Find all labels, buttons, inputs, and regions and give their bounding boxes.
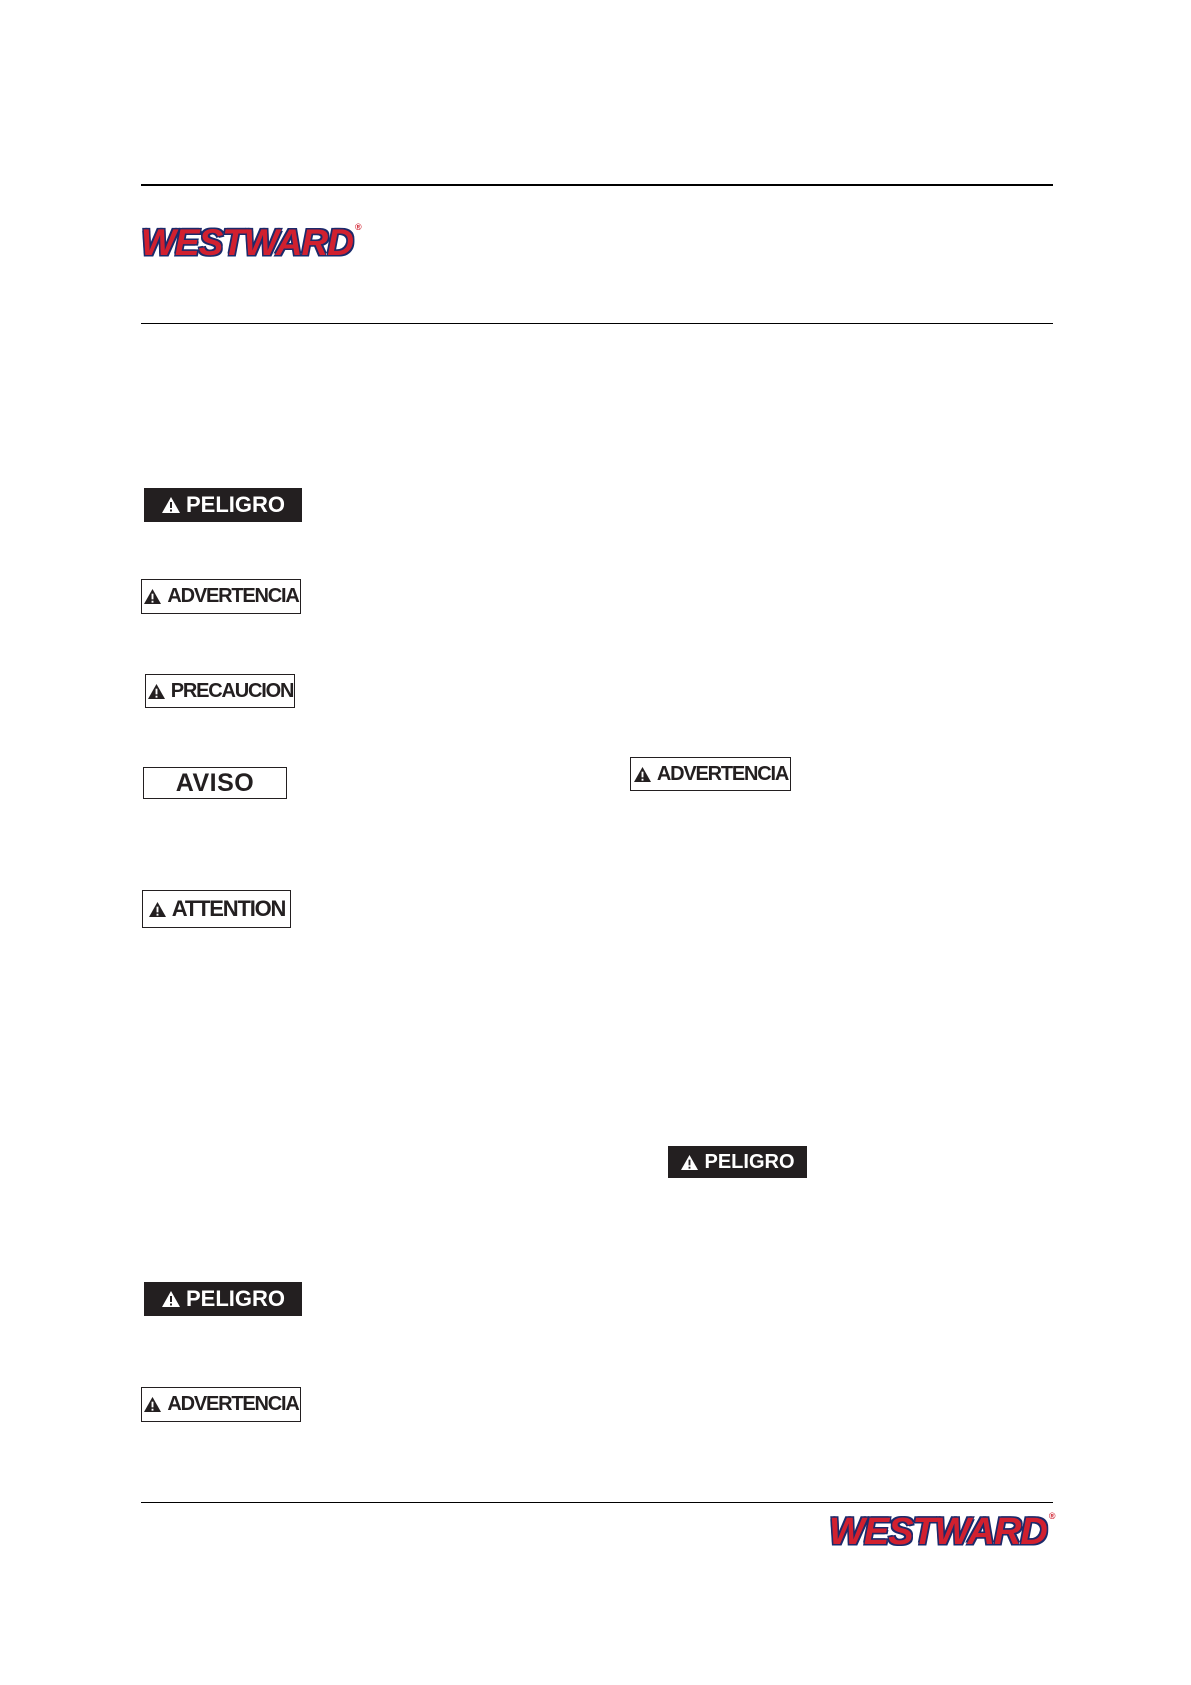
advertencia-label [141, 579, 301, 614]
westward-logo-header [141, 222, 361, 264]
warning-triangle-icon [161, 496, 181, 514]
advertencia-text: ADVERTENCIA [656, 762, 789, 785]
advertencia-label [630, 757, 791, 791]
peligro-text: PELIGRO [185, 1286, 285, 1311]
peligro-label [144, 488, 302, 522]
peligro-label [144, 1282, 302, 1316]
advertencia-text: ADVERTENCIA [167, 585, 299, 607]
attention-label [142, 890, 291, 928]
logo-text: WESTWARD [829, 1511, 1047, 1553]
registered-mark: ® [1048, 1511, 1055, 1521]
warning-triangle-icon [147, 683, 166, 700]
aviso-text: AVISO [175, 768, 255, 797]
peligro-text: PELIGRO [185, 492, 285, 517]
warning-triangle-icon [148, 901, 167, 918]
warning-triangle-icon [680, 1154, 699, 1171]
peligro-text: PELIGRO [704, 1150, 795, 1173]
footer-rule [141, 1502, 1053, 1503]
warning-triangle-icon [161, 1290, 181, 1308]
precaucion-text: PRECAUCION [170, 679, 294, 702]
advertencia-label [141, 1387, 301, 1422]
peligro-label [668, 1146, 807, 1178]
logo-text: WESTWARD [141, 222, 353, 263]
westward-logo-footer [829, 1511, 1055, 1554]
advertencia-text: ADVERTENCIA [167, 1393, 299, 1415]
registered-mark: ® [354, 222, 361, 232]
header-bottom-rule [141, 323, 1053, 324]
warning-triangle-icon [633, 766, 652, 783]
attention-text: ATTENTION [171, 896, 286, 921]
warning-triangle-icon [143, 1396, 162, 1413]
warning-triangle-icon [143, 588, 162, 605]
aviso-label [143, 767, 287, 799]
precaucion-label [145, 674, 295, 708]
header-top-rule [141, 184, 1053, 186]
